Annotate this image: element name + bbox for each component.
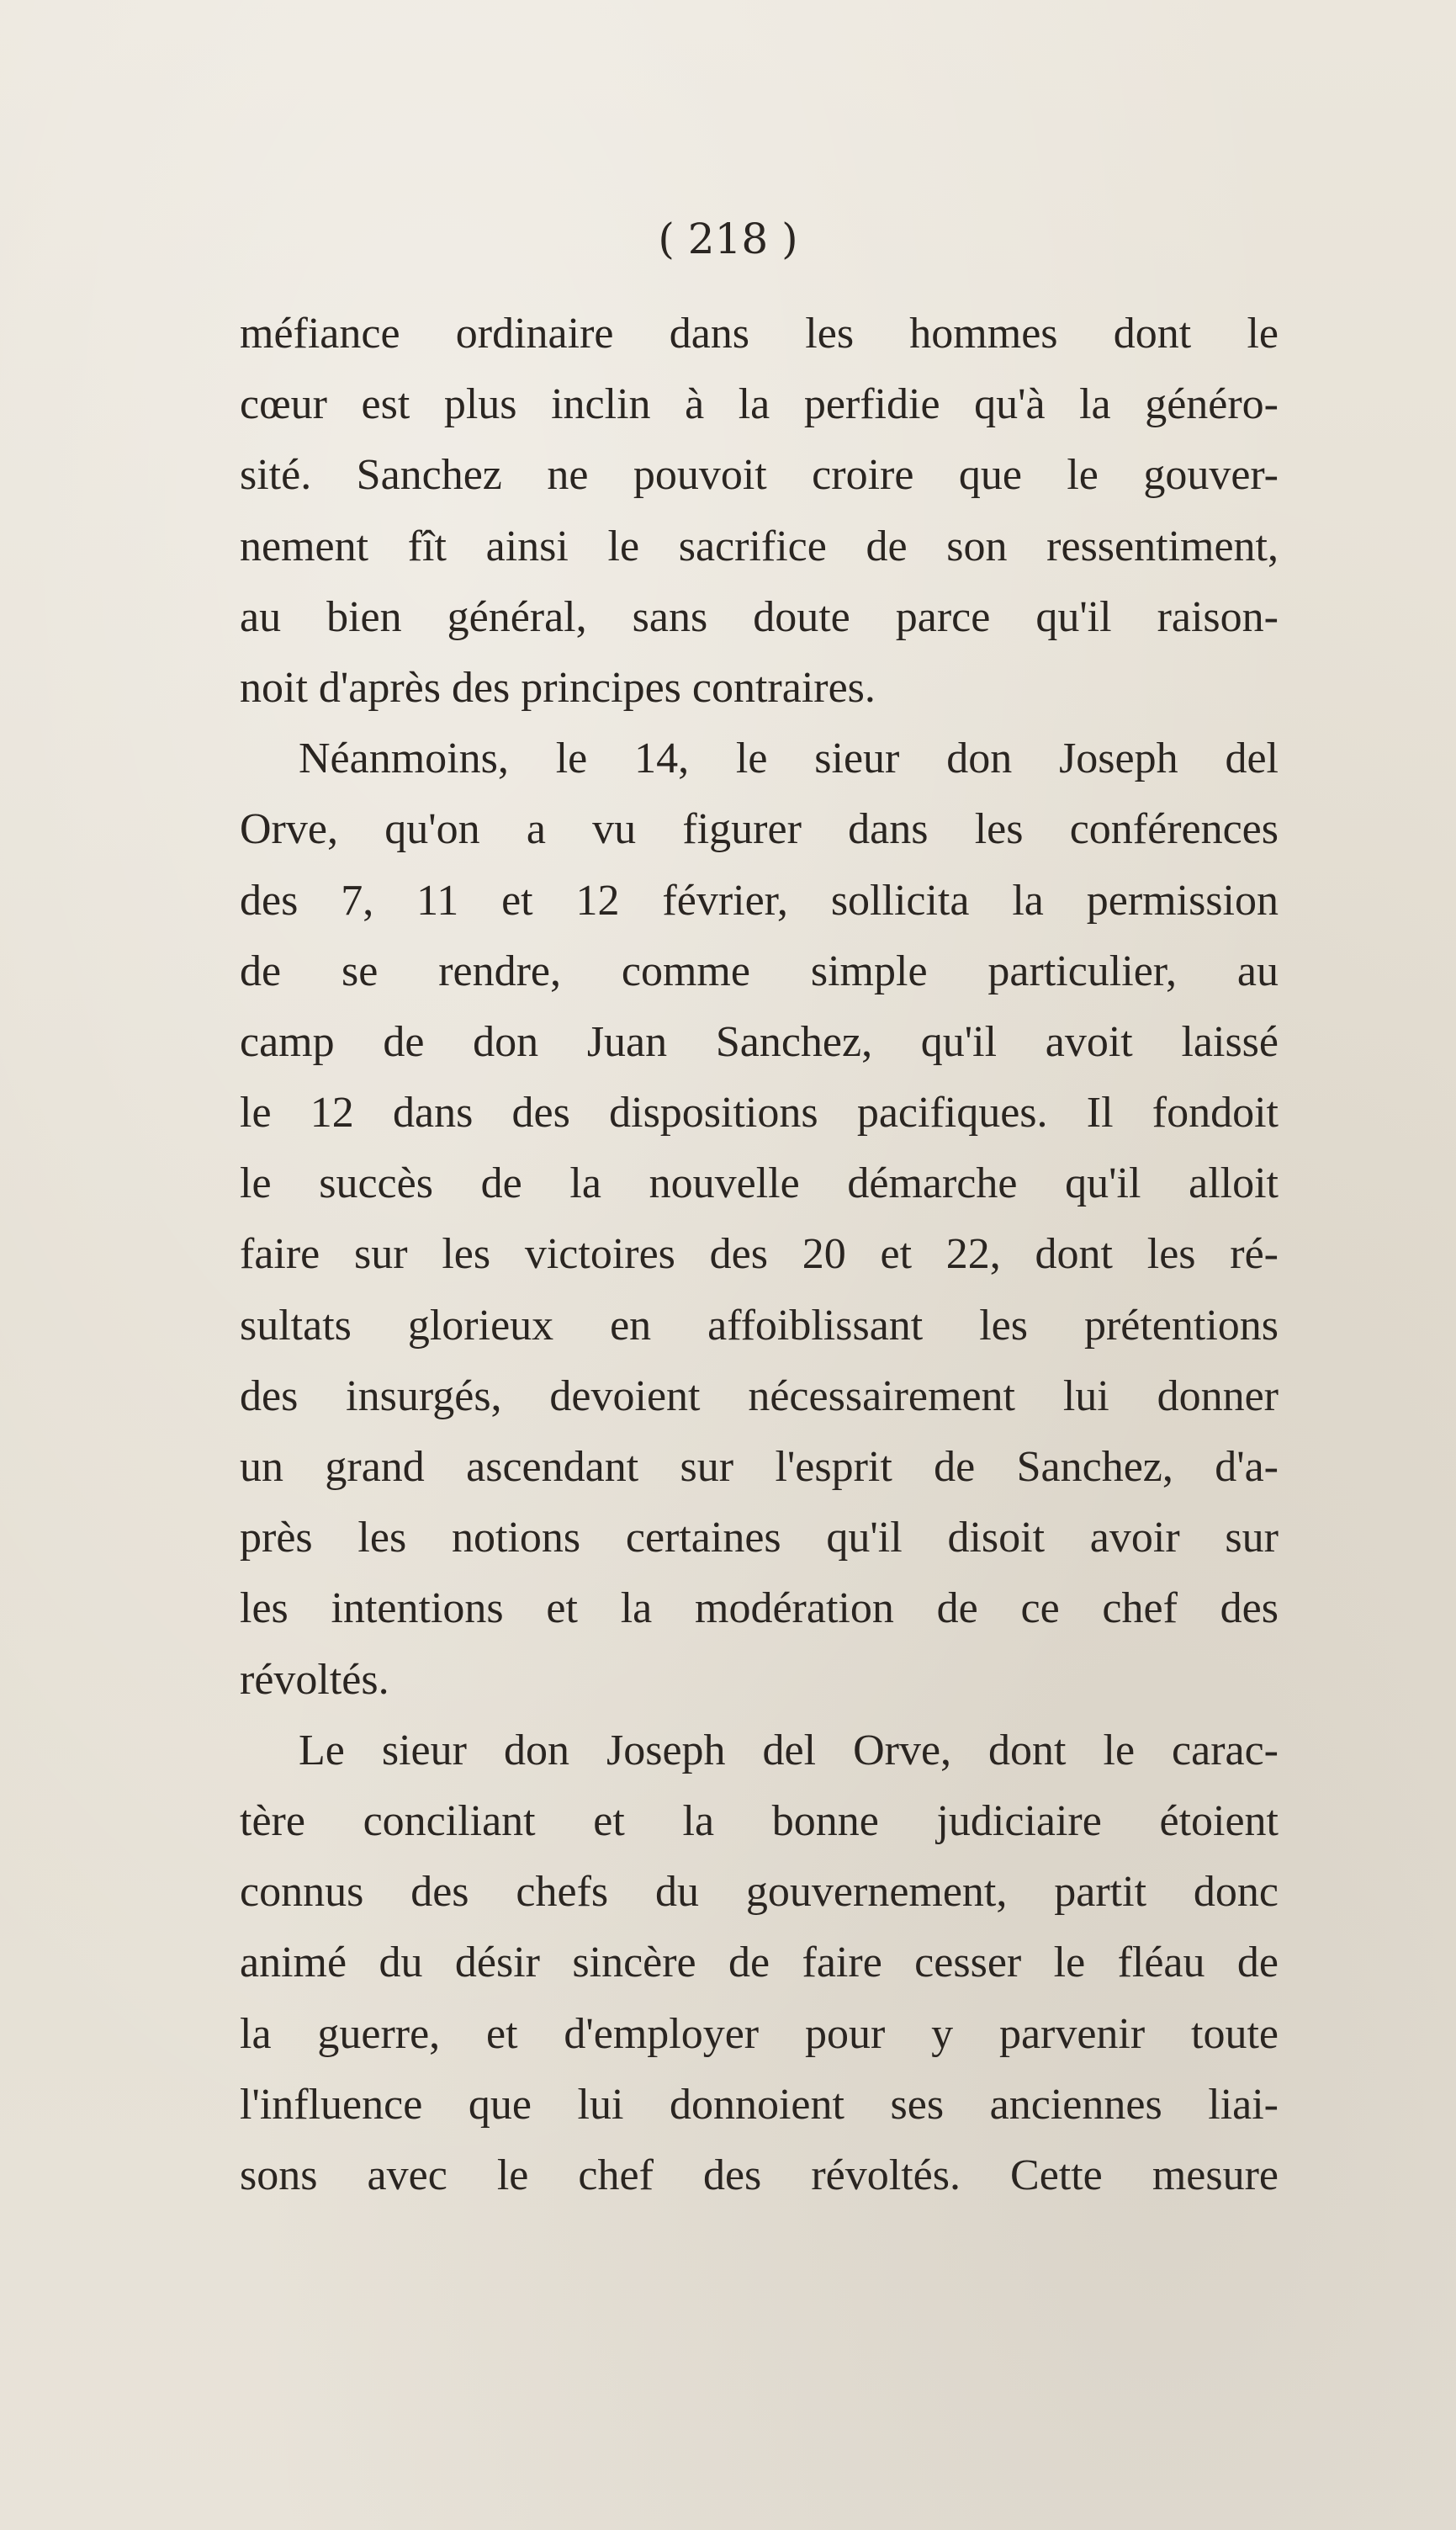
text-line: noit d'après des principes contraires. (240, 663, 876, 712)
text-line: sité. Sanchez ne pouvoit croire que le gouver- (240, 451, 1279, 500)
text-line: tère conciliant et la bonne judiciaire étoient (240, 1796, 1279, 1845)
text-line: un grand ascendant sur l'esprit de Sanchez, d'a- (240, 1443, 1279, 1491)
text-line: sons avec le chef des révoltés. Cette mesure (240, 2151, 1279, 2199)
text-line: Néanmoins, le 14, le sieur don Joseph del (299, 735, 1279, 783)
text-line: sultats glorieux en affoiblissant les prétentions (240, 1301, 1279, 1350)
text-line: Le sieur don Joseph del Orve, dont le carac- (299, 1726, 1279, 1774)
text-line: faire sur les victoires des 20 et 22, dont les ré- (240, 1230, 1279, 1279)
text-line: près les notions certaines qu'il disoit avoir sur (240, 1514, 1279, 1562)
text-line: nement fît ainsi le sacrifice de son ressentiment, (240, 522, 1279, 570)
text-line: les intentions et la modération de ce chef des (240, 1584, 1279, 1633)
body-text (240, 299, 1279, 2211)
text-line: méfiance ordinaire dans les hommes dont le (240, 310, 1279, 358)
text-line: l'influence que lui donnoient ses anciennes liai- (240, 2080, 1279, 2129)
text-line: connus des chefs du gouvernement, partit donc (240, 1868, 1279, 1917)
text-line: Orve, qu'on a vu figurer dans les conférences (240, 805, 1279, 854)
text-line: le succès de la nouvelle démarche qu'il alloit (240, 1159, 1279, 1208)
text-line: des 7, 11 et 12 février, sollicita la permission (240, 876, 1279, 925)
text-line: animé du désir sincère de faire cesser le fléau de (240, 1939, 1279, 1987)
text-line: au bien général, sans doute parce qu'il raison- (240, 592, 1279, 641)
text-line: la guerre, et d'employer pour y parvenir toute (240, 2009, 1279, 2058)
text-line: camp de don Juan Sanchez, qu'il avoit laissé (240, 1017, 1279, 1066)
text-line: révoltés. (240, 1655, 389, 1704)
page-number: ( 218 ) (658, 215, 798, 263)
text-line: de se rendre, comme simple particulier, au (240, 947, 1279, 995)
text-line: des insurgés, devoient nécessairement lui donner (240, 1371, 1279, 1420)
text-line: le 12 dans des dispositions pacifiques. Il fondoit (240, 1089, 1279, 1138)
text-line: cœur est plus inclin à la perfidie qu'à la généro- (240, 380, 1279, 429)
